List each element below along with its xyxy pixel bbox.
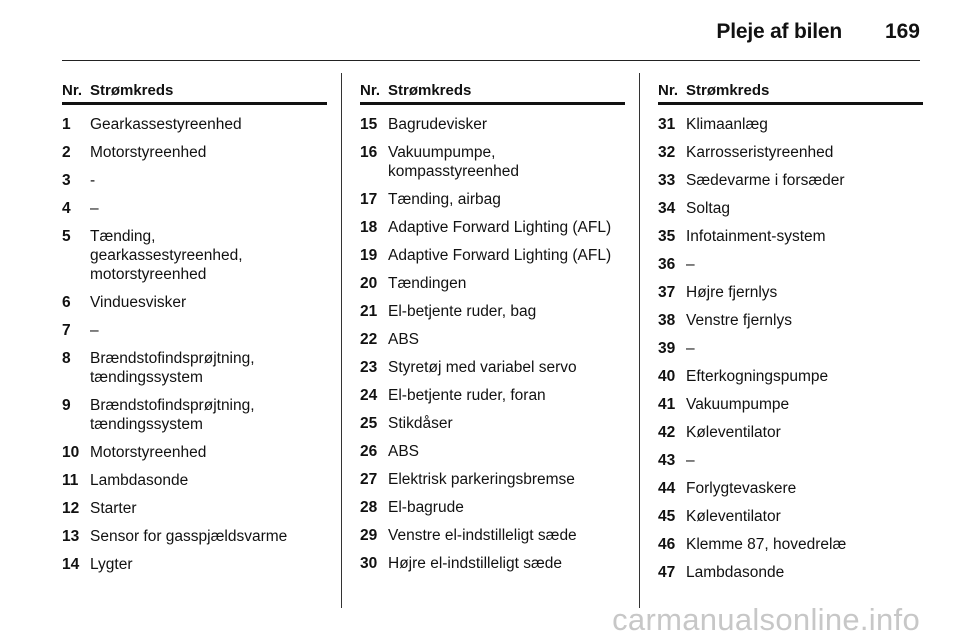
fuse-circuit: Brændstofindsprøjtning, tændingssystem xyxy=(90,397,255,433)
table-row xyxy=(360,386,625,405)
fuse-number: 6 xyxy=(62,294,71,311)
header-nr: Nr. xyxy=(658,82,679,99)
table-row xyxy=(62,171,327,190)
fuse-list xyxy=(62,105,327,574)
fuse-circuit: El-bagrude xyxy=(388,499,464,516)
fuse-list xyxy=(658,105,923,582)
fuse-number: 16 xyxy=(360,144,378,161)
fuse-number: 37 xyxy=(658,284,676,301)
fuse-circuit: El-betjente ruder, bag xyxy=(388,303,537,320)
table-row xyxy=(62,321,327,340)
fuse-number: 21 xyxy=(360,303,378,320)
fuse-circuit: Starter xyxy=(90,500,137,517)
table-row xyxy=(658,171,923,190)
fuse-circuit: - xyxy=(90,172,96,189)
table-row xyxy=(360,302,625,321)
table-row xyxy=(360,358,625,377)
table-row xyxy=(658,115,923,134)
fuse-number: 1 xyxy=(62,116,71,133)
fuse-circuit: – xyxy=(686,340,695,357)
fuse-number: 23 xyxy=(360,359,378,376)
table-row xyxy=(658,255,923,274)
fuse-circuit: El-betjente ruder, foran xyxy=(388,387,546,404)
table-row xyxy=(62,199,327,218)
fuse-circuit: Soltag xyxy=(686,200,730,217)
fuse-circuit: Sædevarme i forsæder xyxy=(686,172,845,189)
column-header xyxy=(62,80,327,105)
fuse-circuit: – xyxy=(686,452,695,469)
table-row xyxy=(360,143,625,181)
table-row xyxy=(360,554,625,573)
table-row xyxy=(658,339,923,358)
fuse-number: 44 xyxy=(658,480,676,497)
header-circuit: Strømkreds xyxy=(686,82,770,99)
header-nr: Nr. xyxy=(62,82,83,99)
table-row xyxy=(360,274,625,293)
fuse-circuit: Venstre el-indstilleligt sæde xyxy=(388,527,577,544)
fuse-circuit: ABS xyxy=(388,443,420,460)
fuse-circuit: Bagrudevisker xyxy=(388,116,488,133)
fuse-number: 41 xyxy=(658,396,676,413)
table-row xyxy=(62,396,327,434)
fuse-number: 10 xyxy=(62,444,80,461)
fuse-circuit: Lambdasonde xyxy=(686,564,785,581)
fuse-number: 17 xyxy=(360,191,378,208)
table-row xyxy=(360,330,625,349)
fuse-number: 25 xyxy=(360,415,378,432)
fuse-number: 22 xyxy=(360,331,378,348)
table-row xyxy=(62,527,327,546)
fuse-number: 30 xyxy=(360,555,378,572)
fuse-number: 40 xyxy=(658,368,676,385)
page-title: Pleje af bilen xyxy=(716,20,842,43)
fuse-circuit: Infotainment-system xyxy=(686,228,826,245)
table-row xyxy=(658,311,923,330)
fuse-circuit: Styretøj med variabel servo xyxy=(388,359,577,376)
fuse-number: 8 xyxy=(62,350,71,367)
fuse-circuit: ABS xyxy=(388,331,420,348)
table-row xyxy=(360,498,625,517)
table-row xyxy=(360,442,625,461)
fuse-circuit: Gearkassestyreenhed xyxy=(90,116,242,133)
fuse-circuit: Venstre fjernlys xyxy=(686,312,792,329)
table-row xyxy=(62,499,327,518)
table-row xyxy=(658,367,923,386)
table-row xyxy=(62,471,327,490)
fuse-circuit: Klimaanlæg xyxy=(686,116,768,133)
fuse-number: 39 xyxy=(658,340,676,357)
fuse-number: 24 xyxy=(360,387,378,404)
fuse-number: 33 xyxy=(658,172,676,189)
table-row xyxy=(62,555,327,574)
table-row xyxy=(360,526,625,545)
fuse-number: 4 xyxy=(62,200,71,217)
fuse-circuit: Stikdåser xyxy=(388,415,453,432)
fuse-circuit: – xyxy=(90,200,99,217)
fuse-circuit: – xyxy=(686,256,695,273)
header-nr: Nr. xyxy=(360,82,381,99)
fuse-number: 7 xyxy=(62,322,71,339)
fuse-number: 36 xyxy=(658,256,676,273)
fuse-number: 26 xyxy=(360,443,378,460)
column-header xyxy=(360,80,625,105)
fuse-circuit: Karrosseristyreenhed xyxy=(686,144,834,161)
fuse-circuit: Sensor for gasspjældsvarme xyxy=(90,528,288,545)
fuse-number: 46 xyxy=(658,536,676,553)
table-row xyxy=(62,227,327,284)
fuse-circuit: Efterkogningspumpe xyxy=(686,368,829,385)
fuse-circuit: Tænding, airbag xyxy=(388,191,501,208)
fuse-number: 34 xyxy=(658,200,676,217)
table-row xyxy=(658,283,923,302)
fuse-number: 45 xyxy=(658,508,676,525)
watermark: carmanualsonline.info xyxy=(612,602,920,637)
table-row xyxy=(658,199,923,218)
column-divider xyxy=(639,73,640,608)
table-row xyxy=(360,246,625,265)
table-row xyxy=(658,395,923,414)
fuse-number: 38 xyxy=(658,312,676,329)
fuse-number: 28 xyxy=(360,499,378,516)
fuse-number: 15 xyxy=(360,116,378,133)
fuse-number: 32 xyxy=(658,144,676,161)
fuse-circuit: Motorstyreenhed xyxy=(90,444,207,461)
fuse-circuit: Køleventilator xyxy=(686,424,781,441)
fuse-circuit: Klemme 87, hovedrelæ xyxy=(686,536,847,553)
fuse-circuit: Vakuumpumpe, kompasstyreenhed xyxy=(388,144,519,180)
fuse-circuit: Forlygtevaskere xyxy=(686,480,797,497)
table-row xyxy=(658,507,923,526)
page-header xyxy=(0,0,960,62)
fuse-circuit: Tænding, gearkassestyreenhed, motorstyreenhed xyxy=(90,228,243,283)
table-row xyxy=(658,227,923,246)
table-row xyxy=(658,479,923,498)
table-row xyxy=(360,414,625,433)
fuse-circuit: Vakuumpumpe xyxy=(686,396,790,413)
fuse-column-2 xyxy=(360,80,625,573)
fuse-number: 29 xyxy=(360,527,378,544)
fuse-number: 5 xyxy=(62,228,71,245)
fuse-circuit: Brændstofindsprøjtning, tændingssystem xyxy=(90,350,255,386)
fuse-number: 42 xyxy=(658,424,676,441)
column-header xyxy=(658,80,923,105)
table-row xyxy=(360,218,625,237)
fuse-circuit: Tændingen xyxy=(388,275,467,292)
header-circuit: Strømkreds xyxy=(388,82,472,99)
fuse-number: 9 xyxy=(62,397,71,414)
fuse-column-1 xyxy=(62,80,327,574)
table-row xyxy=(62,443,327,462)
fuse-list xyxy=(360,105,625,573)
fuse-number: 11 xyxy=(62,472,79,489)
fuse-number: 35 xyxy=(658,228,676,245)
fuse-circuit: Vinduesvisker xyxy=(90,294,187,311)
fuse-number: 20 xyxy=(360,275,378,292)
table-row xyxy=(658,451,923,470)
fuse-column-3 xyxy=(658,80,923,582)
fuse-circuit: Køleventilator xyxy=(686,508,781,525)
table-row xyxy=(62,115,327,134)
fuse-number: 31 xyxy=(658,116,676,133)
table-row xyxy=(658,563,923,582)
fuse-number: 12 xyxy=(62,500,80,517)
fuse-circuit: Lygter xyxy=(90,556,133,573)
header-circuit: Strømkreds xyxy=(90,82,174,99)
fuse-circuit: Højre fjernlys xyxy=(686,284,778,301)
table-row xyxy=(62,293,327,312)
header-divider xyxy=(62,60,920,61)
fuse-number: 13 xyxy=(62,528,80,545)
table-row xyxy=(658,535,923,554)
table-row xyxy=(360,190,625,209)
fuse-circuit: Lambdasonde xyxy=(90,472,189,489)
fuse-number: 2 xyxy=(62,144,71,161)
fuse-circuit: – xyxy=(90,322,99,339)
fuse-number: 27 xyxy=(360,471,378,488)
page-number: 169 xyxy=(884,20,920,43)
fuse-number: 3 xyxy=(62,172,71,189)
table-row xyxy=(62,349,327,387)
fuse-circuit: Højre el-indstilleligt sæde xyxy=(388,555,563,572)
fuse-number: 19 xyxy=(360,247,378,264)
fuse-number: 14 xyxy=(62,556,80,573)
fuse-circuit: Motorstyreenhed xyxy=(90,144,207,161)
table-row xyxy=(360,115,625,134)
fuse-number: 18 xyxy=(360,219,378,236)
table-row xyxy=(658,143,923,162)
fuse-circuit: Elektrisk parkeringsbremse xyxy=(388,471,575,488)
fuse-number: 43 xyxy=(658,452,676,469)
table-row xyxy=(360,470,625,489)
table-row xyxy=(658,423,923,442)
fuse-circuit: Adaptive Forward Lighting (AFL) xyxy=(388,247,612,264)
column-divider xyxy=(341,73,342,608)
table-row xyxy=(62,143,327,162)
fuse-number: 47 xyxy=(658,564,676,581)
fuse-circuit: Adaptive Forward Lighting (AFL) xyxy=(388,219,612,236)
